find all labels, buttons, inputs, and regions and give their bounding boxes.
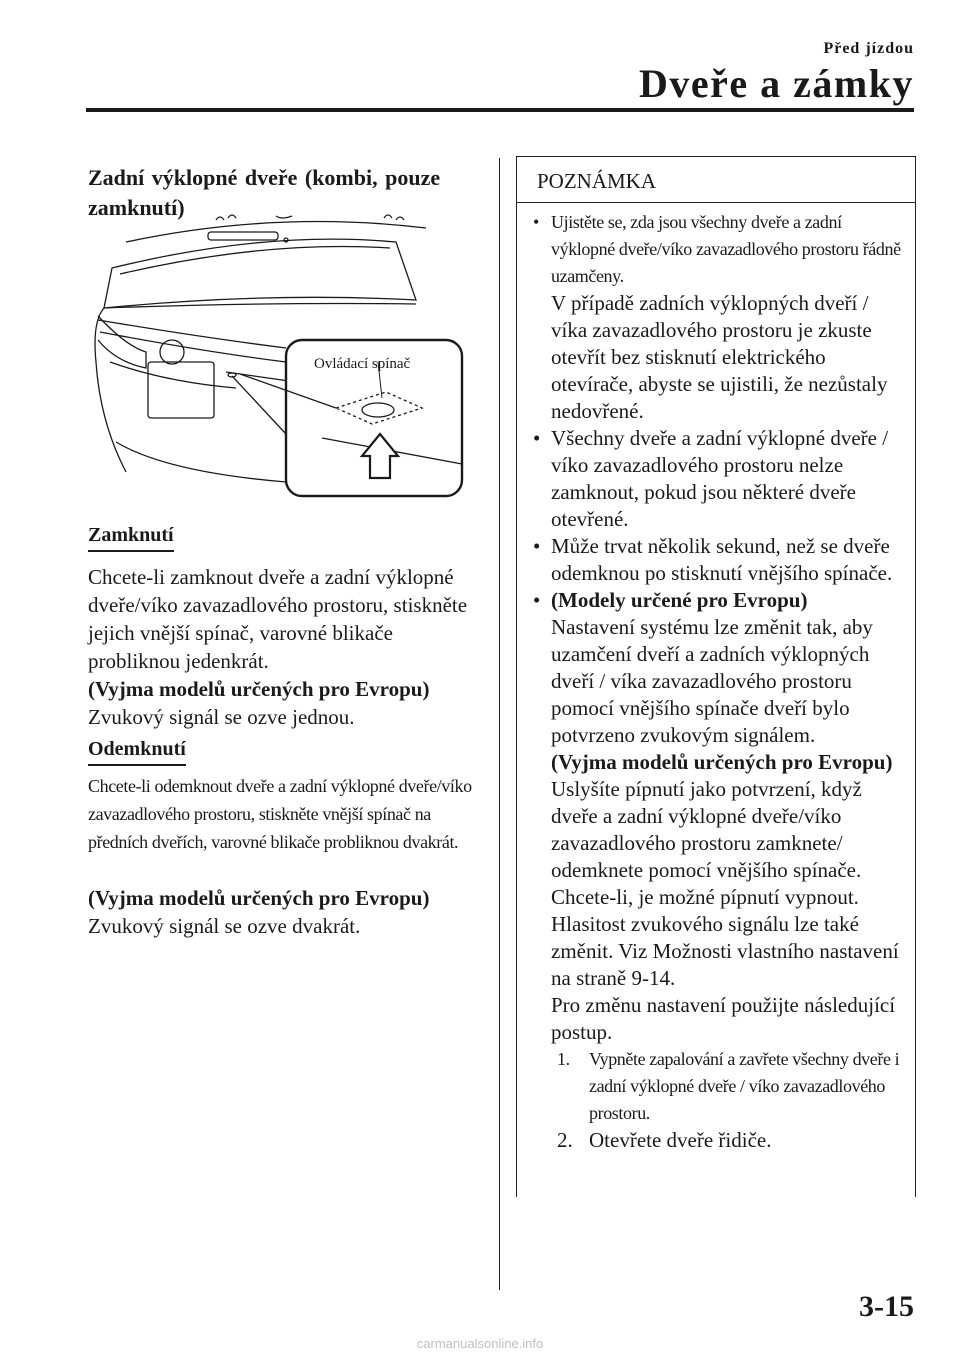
step-text: Otevřete dveře řidiče. xyxy=(589,1128,772,1152)
header-rule xyxy=(86,108,914,112)
note-item-4-text: Nastavení systému lze změnit tak, aby uzamčení dveří a zadních výklopných dveří / víka zavazadlového prostoru pomocí vnějšího spínače dveří bylo potvrzeno zvukovým signálem. xyxy=(551,615,873,747)
note-item-4-except: (Vyjma modelů určených pro Evropu) xyxy=(551,750,893,774)
note-item xyxy=(529,533,905,587)
page-number: 3-15 xyxy=(859,1290,914,1323)
lock-after: Zvukový signál se ozve jednou. xyxy=(88,705,355,729)
bullet-icon: • xyxy=(533,212,539,232)
note-item-1-rest: V případě zadních výklopných dveří / víka zavazadlového prostoru je zkuste otevřít bez stisknutí elektrického otevírače, abyste se ujistili, že nezůstaly nedovřené. xyxy=(551,291,888,423)
footer-watermark: carmanualsonline.info xyxy=(416,1336,544,1351)
unlock-except: (Vyjma modelů určených pro Evropu) xyxy=(88,886,430,910)
note-item xyxy=(529,587,905,614)
note-step xyxy=(551,1127,905,1154)
note-item-4-text2: Uslyšíte pípnutí jako potvrzení, když dveře a zadní výklopné dveře/víko zavazadlového prostoru zamknete/ odemknete pomocí vnějšího spínače. Chcete-li, je možné pípnutí vypnout. Hlasitost zvukového signálu lze také změnit. Viz Možnosti vlastního nastavení na straně 9-14. xyxy=(551,777,899,990)
lock-title: Zamknutí xyxy=(88,524,484,552)
note-title: POZNÁMKA xyxy=(517,157,915,203)
step-number: 1. xyxy=(557,1049,570,1069)
lock-except: (Vyjma modelů určených pro Evropu) xyxy=(88,677,430,701)
note-item-1-small: Ujistěte se, zda jsou všechny dveře a zadní výklopné dveře/víko zavazadlového prostoru řádně uzamčeny. xyxy=(551,212,901,286)
step-number: 2. xyxy=(557,1128,573,1152)
note-item xyxy=(529,209,905,290)
header-section: Před jízdou xyxy=(823,40,914,57)
page-title: Dveře a zámky xyxy=(639,61,914,106)
note-item-3: Může trvat několik sekund, než se dveře odemknou po stisknutí vnějšího spínače. xyxy=(551,534,893,585)
section-heading: Zadní výklopné dveře (kombi, pouze zamknutí) xyxy=(88,165,441,220)
note-item xyxy=(529,425,905,533)
unlock-title: Odemknutí xyxy=(88,738,484,766)
note-box xyxy=(516,156,916,1197)
note-item-4-text3: Pro změnu nastavení použijte následující postup. xyxy=(551,993,896,1044)
step-text: Vypněte zapalování a zavřete všechny dveře i zadní výklopné dveře / víko zavazadlového prostoru. xyxy=(589,1049,900,1123)
bullet-icon: • xyxy=(533,588,541,612)
lock-text: Chcete-li zamknout dveře a zadní výklopné dveře/víko zavazadlového prostoru, stiskněte jejich vnější spínač, varovné blikače probliknou jedenkrát. xyxy=(88,565,468,673)
unlock-after: Zvukový signál se ozve dvakrát. xyxy=(88,914,361,938)
note-item-2: Všechny dveře a zadní výklopné dveře / víko zavazadlového prostoru nelze zamknout, pokud jsou některé dveře otevřené. xyxy=(551,426,889,531)
note-item-4-head: (Modely určené pro Evropu) xyxy=(551,588,808,612)
tailgate-illustration xyxy=(86,212,466,502)
column-divider xyxy=(499,158,500,1290)
bullet-icon: • xyxy=(533,426,541,450)
figure-label: Ovládací spínač xyxy=(314,356,411,372)
bullet-icon: • xyxy=(533,534,541,558)
note-step xyxy=(551,1046,905,1127)
unlock-text: Chcete-li odemknout dveře a zadní výklopné dveře/víko zavazadlového prostoru, stiskněte vnější spínač na předních dveřích, varovné blikače probliknou dvakrát. xyxy=(88,776,472,852)
